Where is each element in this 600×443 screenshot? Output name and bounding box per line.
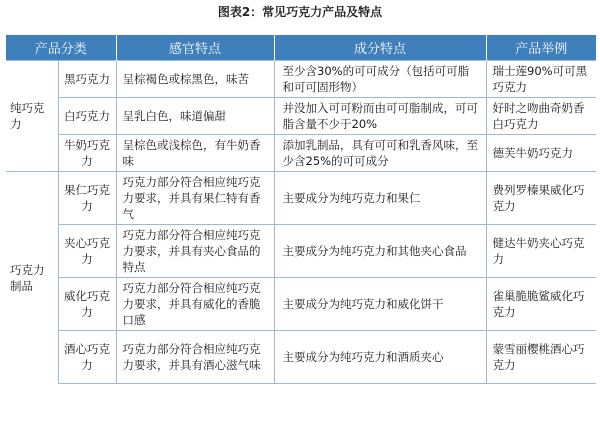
subtype-cell: 威化巧克力	[58, 278, 116, 331]
header-ingredients: 成分特点	[274, 35, 486, 61]
example-cell: 费列罗榛果威化巧克力	[486, 172, 596, 225]
sensory-cell: 巧克力部分符合相应纯巧克力要求，并具有夹心食品的特点	[116, 225, 274, 278]
example-cell: 瑞士莲90%可可黑巧克力	[486, 61, 596, 98]
table-row	[6, 278, 596, 331]
subtype-cell: 牛奶巧克力	[58, 135, 116, 172]
ingredient-cell: 添加乳制品，具有可可和乳香风味，至少含25%的可可成分	[274, 135, 486, 172]
category-cell: 巧克力制品	[6, 172, 58, 384]
subtype-cell: 白巧克力	[58, 98, 116, 135]
example-cell: 好时之吻曲奇奶香白巧克力	[486, 98, 596, 135]
table-header-row	[6, 35, 596, 61]
ingredient-cell: 主要成分为纯巧克力和酒质夹心	[274, 331, 486, 384]
example-cell: 雀巢脆脆鲨威化巧克力	[486, 278, 596, 331]
example-cell: 蒙雪丽樱桃酒心巧克力	[486, 331, 596, 384]
chocolate-products-table	[6, 35, 596, 384]
sensory-cell: 巧克力部分符合相应纯巧克力要求，并具有酒心滋气味	[116, 331, 274, 384]
ingredient-cell: 主要成分为纯巧克力和威化饼干	[274, 278, 486, 331]
sensory-cell: 呈乳白色，味道偏甜	[116, 98, 274, 135]
header-examples: 产品举例	[486, 35, 596, 61]
subtype-cell: 黑巧克力	[58, 61, 116, 98]
subtype-cell: 果仁巧克力	[58, 172, 116, 225]
category-cell: 纯巧克力	[6, 61, 58, 172]
table-row	[6, 331, 596, 384]
example-cell: 德芙牛奶巧克力	[486, 135, 596, 172]
header-category: 产品分类	[6, 35, 116, 61]
table-row	[6, 98, 596, 135]
ingredient-cell: 至少含30%的可可成分（包括可可脂和可可固形物）	[274, 61, 486, 98]
figure-title: 图表2：常见巧克力产品及特点	[217, 5, 383, 19]
table-row	[6, 135, 596, 172]
sensory-cell: 巧克力部分符合相应纯巧克力要求，并具有威化的香脆口感	[116, 278, 274, 331]
table-row	[6, 61, 596, 98]
ingredient-cell: 主要成分为纯巧克力和果仁	[274, 172, 486, 225]
header-sensory: 感官特点	[116, 35, 274, 61]
ingredient-cell: 主要成分为纯巧克力和其他夹心食品	[274, 225, 486, 278]
sensory-cell: 巧克力部分符合相应纯巧克力要求，并具有果仁特有香气	[116, 172, 274, 225]
sensory-cell: 呈棕褐色或棕黑色，味苦	[116, 61, 274, 98]
ingredient-cell: 并没加入可可粉而由可可脂制成，可可脂含量不少于20%	[274, 98, 486, 135]
subtype-cell: 酒心巧克力	[58, 331, 116, 384]
table-row	[6, 225, 596, 278]
table-row	[6, 172, 596, 225]
sensory-cell: 呈棕色或浅棕色，有牛奶香味	[116, 135, 274, 172]
subtype-cell: 夹心巧克力	[58, 225, 116, 278]
example-cell: 健达牛奶夹心巧克力	[486, 225, 596, 278]
